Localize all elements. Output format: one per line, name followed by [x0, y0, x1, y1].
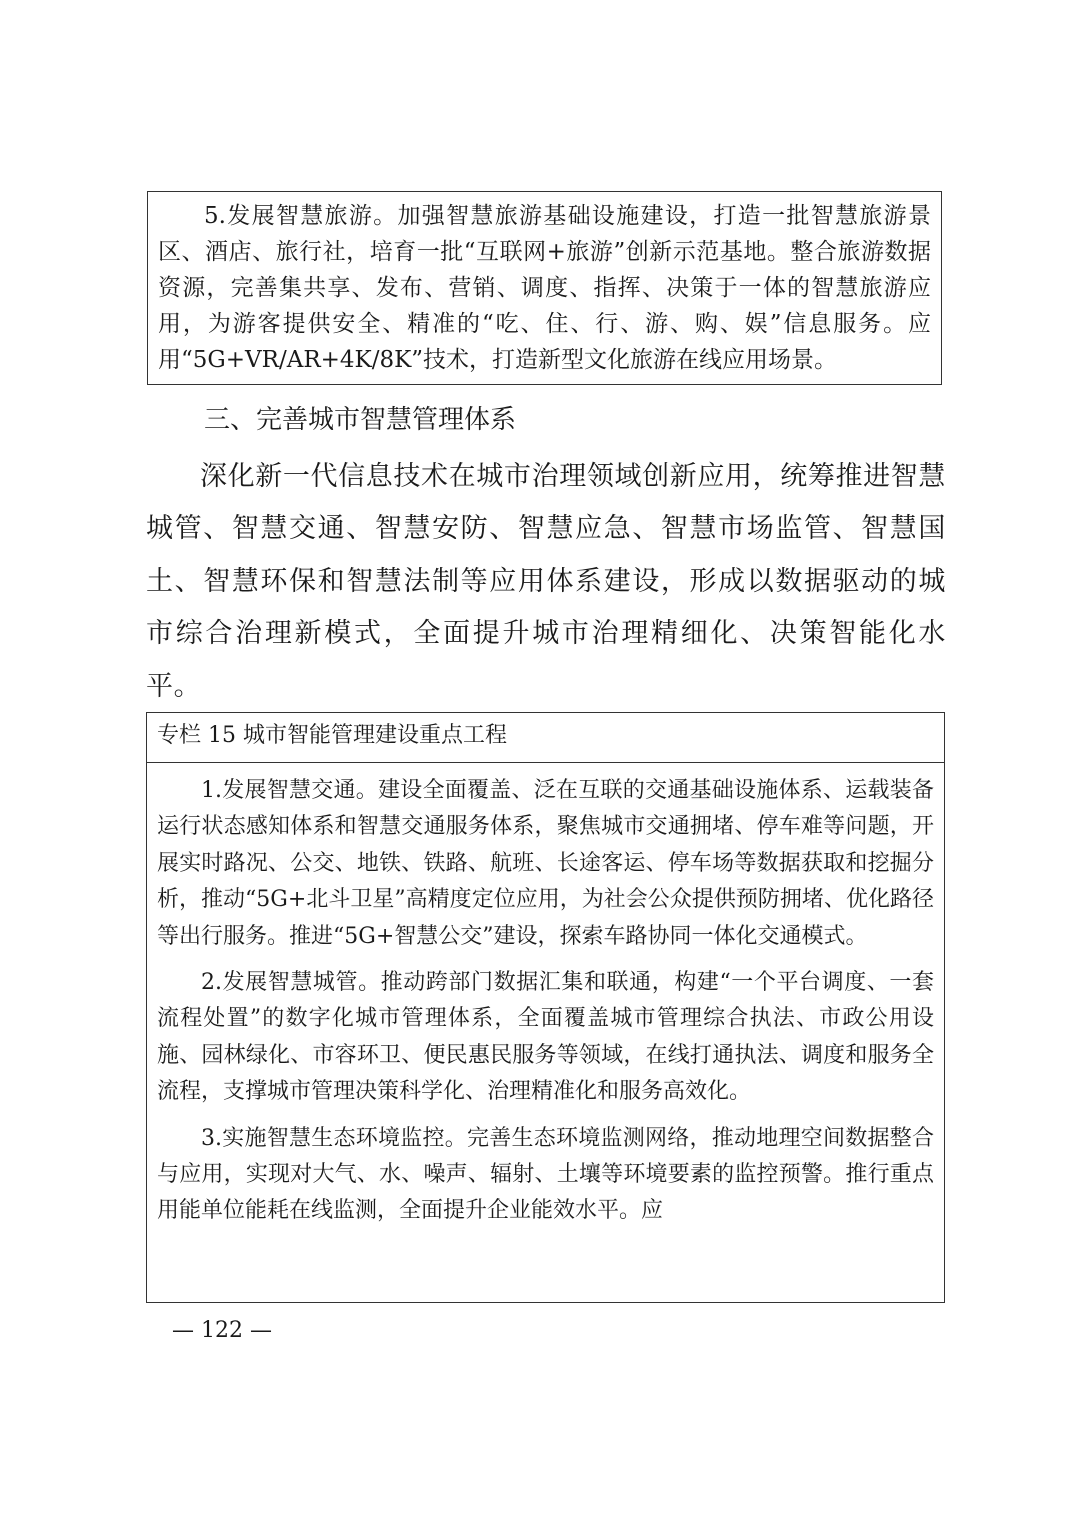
column-box [146, 712, 945, 1303]
column-title: 专栏 15 城市智能管理建设重点工程 [147, 713, 944, 763]
section-heading: 三、完善城市智慧管理体系 [204, 405, 517, 435]
column-item-eco-monitoring: 3.实施智慧生态环境监控。完善生态环境监测网络，推动地理空间数据整合与应用，实现对大气、水、噪声、辐射、土壤等环境要素的监控预警。推行重点用能单位能耗在线监测，全面提升企业能效水平。应 [157, 1125, 934, 1224]
column-item-smart-traffic: 1.发展智慧交通。建设全面覆盖、泛在互联的交通基础设施体系、运载装备运行状态感知体系和智慧交通服务体系，聚焦城市交通拥堵、停车难等问题，开展实时路况、公交、地铁、铁路、航班、长途客运、停车场等数据获取和挖掘分析，推动“5G+北斗卫星”高精度定位应用，为社会公众提供预防拥堵、优化路径等出行服务。推进“5G+智慧公交”建设，探索车路协同一体化交通模式。 [157, 778, 934, 949]
tourism-box [147, 191, 942, 385]
tourism-box-text: 5.发展智慧旅游。加强智慧旅游基础设施建设，打造一批智慧旅游景区、酒店、旅行社，培育一批“互联网+旅游”创新示范基地。整合旅游数据资源，完善集共享、发布、营销、调度、指挥、决策于一体的智慧旅游应用，为游客提供安全、精准的“吃、住、行、游、购、娱”信息服务。应用“5G+VR/AR+4K/8K”技术，打造新型文化旅游在线应用场景。 [158, 203, 931, 373]
column-item-smart-city-management: 2.发展智慧城管。推动跨部门数据汇集和联通，构建“一个平台调度、一套流程处置”的数字化城市管理体系，全面覆盖城市管理综合执法、市政公用设施、园林绿化、市容环卫、便民惠民服务等领域，在线打通执法、调度和服务全流程，支撑城市管理决策科学化、治理精准化和服务高效化。 [157, 970, 934, 1105]
section-paragraph: 深化新一代信息技术在城市治理领域创新应用，统筹推进智慧城管、智慧交通、智慧安防、智慧应急、智慧市场监管、智慧国土、智慧环保和智慧法制等应用体系建设，形成以数据驱动的城市综合治理新模式，全面提升城市治理精细化、决策智能化水平。 [146, 461, 946, 702]
page-number: — 122 — [172, 1318, 272, 1343]
